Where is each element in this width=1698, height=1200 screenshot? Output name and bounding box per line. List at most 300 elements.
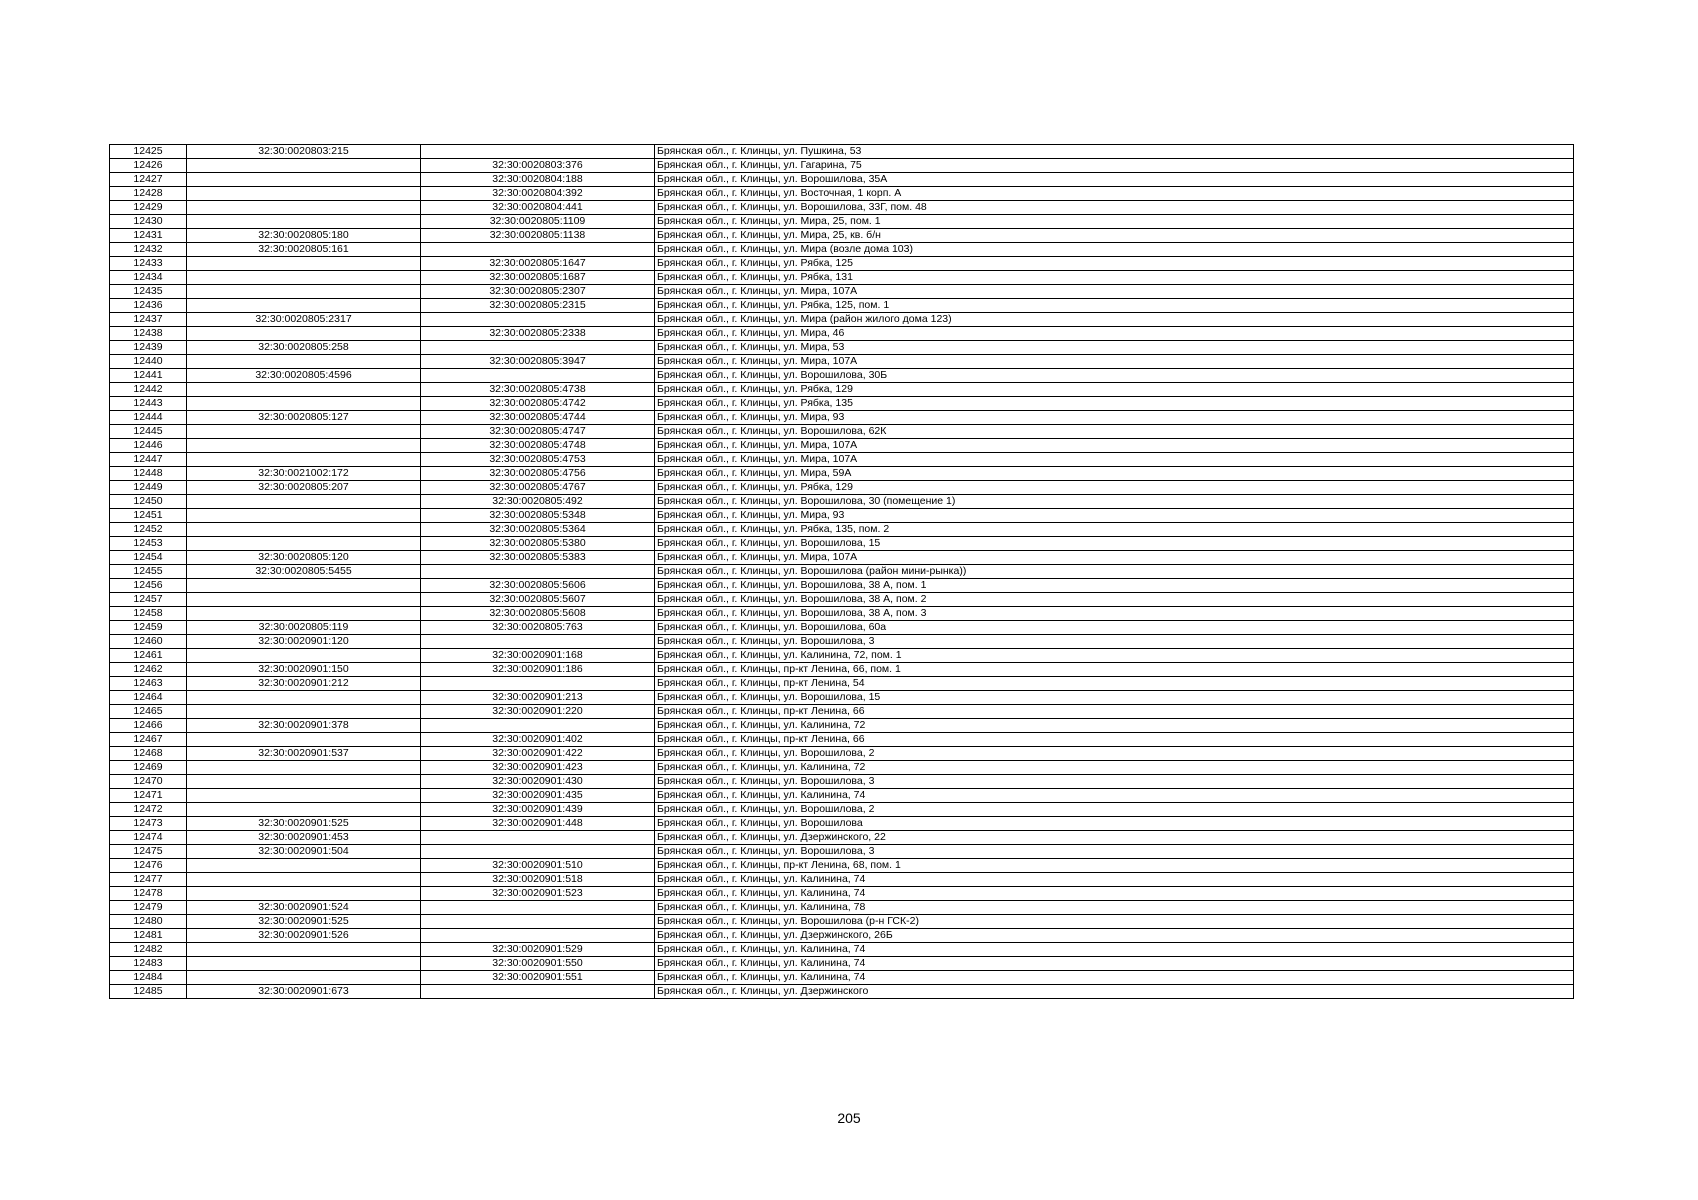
building-cadastral-number-cell — [421, 831, 655, 845]
table-row — [110, 803, 1574, 817]
row-number-cell: 12484 — [110, 971, 187, 985]
address-cell: Брянская обл., г. Клинцы, ул. Дзержинского — [655, 985, 1574, 999]
table-row — [110, 985, 1574, 999]
land-cadastral-number-cell — [187, 495, 421, 509]
building-cadastral-number-cell: 32:30:0020805:763 — [421, 621, 655, 635]
building-cadastral-number-cell — [421, 901, 655, 915]
row-number-cell: 12472 — [110, 803, 187, 817]
building-cadastral-number-cell: 32:30:0020805:5606 — [421, 579, 655, 593]
address-cell: Брянская обл., г. Клинцы, ул. Рябка, 135 — [655, 397, 1574, 411]
page-number: 205 — [837, 1110, 861, 1126]
table-row — [110, 145, 1574, 159]
table-row — [110, 817, 1574, 831]
land-cadastral-number-cell — [187, 775, 421, 789]
building-cadastral-number-cell: 32:30:0020804:392 — [421, 187, 655, 201]
row-number-cell: 12452 — [110, 523, 187, 537]
land-cadastral-number-cell — [187, 509, 421, 523]
row-number-cell: 12469 — [110, 761, 187, 775]
building-cadastral-number-cell: 32:30:0020901:448 — [421, 817, 655, 831]
building-cadastral-number-cell — [421, 985, 655, 999]
row-number-cell: 12435 — [110, 285, 187, 299]
table-row — [110, 243, 1574, 257]
row-number-cell: 12466 — [110, 719, 187, 733]
address-cell: Брянская обл., г. Клинцы, ул. Мира, 93 — [655, 411, 1574, 425]
land-cadastral-number-cell — [187, 803, 421, 817]
row-number-cell: 12447 — [110, 453, 187, 467]
address-cell: Брянская обл., г. Клинцы, ул. Ворошилова, 3 — [655, 775, 1574, 789]
row-number-cell: 12474 — [110, 831, 187, 845]
land-cadastral-number-cell — [187, 649, 421, 663]
row-number-cell: 12461 — [110, 649, 187, 663]
address-cell: Брянская обл., г. Клинцы, пр-кт Ленина, 54 — [655, 677, 1574, 691]
building-cadastral-number-cell: 32:30:0020805:4753 — [421, 453, 655, 467]
land-cadastral-number-cell: 32:30:0020805:2317 — [187, 313, 421, 327]
building-cadastral-number-cell: 32:30:0020901:430 — [421, 775, 655, 789]
table-row — [110, 369, 1574, 383]
row-number-cell: 12450 — [110, 495, 187, 509]
table-row — [110, 691, 1574, 705]
land-cadastral-number-cell — [187, 761, 421, 775]
row-number-cell: 12426 — [110, 159, 187, 173]
address-cell: Брянская обл., г. Клинцы, ул. Мира, 25, кв. б/н — [655, 229, 1574, 243]
table-row — [110, 271, 1574, 285]
address-cell: Брянская обл., г. Клинцы, ул. Ворошилова, 62К — [655, 425, 1574, 439]
row-number-cell: 12477 — [110, 873, 187, 887]
table-row — [110, 901, 1574, 915]
land-cadastral-number-cell — [187, 579, 421, 593]
building-cadastral-number-cell: 32:30:0020901:423 — [421, 761, 655, 775]
row-number-cell: 12465 — [110, 705, 187, 719]
row-number-cell: 12468 — [110, 747, 187, 761]
land-cadastral-number-cell: 32:30:0020901:120 — [187, 635, 421, 649]
building-cadastral-number-cell: 32:30:0020805:5607 — [421, 593, 655, 607]
row-number-cell: 12427 — [110, 173, 187, 187]
land-cadastral-number-cell: 32:30:0020803:215 — [187, 145, 421, 159]
address-cell: Брянская обл., г. Клинцы, ул. Калинина, 74 — [655, 887, 1574, 901]
row-number-cell: 12462 — [110, 663, 187, 677]
row-number-cell: 12449 — [110, 481, 187, 495]
building-cadastral-number-cell — [421, 929, 655, 943]
table-row — [110, 523, 1574, 537]
building-cadastral-number-cell: 32:30:0020805:5608 — [421, 607, 655, 621]
address-cell: Брянская обл., г. Клинцы, ул. Ворошилова — [655, 817, 1574, 831]
table-row — [110, 747, 1574, 761]
building-cadastral-number-cell: 32:30:0020901:551 — [421, 971, 655, 985]
row-number-cell: 12437 — [110, 313, 187, 327]
table-row — [110, 579, 1574, 593]
land-cadastral-number-cell — [187, 159, 421, 173]
building-cadastral-number-cell: 32:30:0020805:492 — [421, 495, 655, 509]
building-cadastral-number-cell: 32:30:0020805:5380 — [421, 537, 655, 551]
address-cell: Брянская обл., г. Клинцы, ул. Ворошилова, 30Б — [655, 369, 1574, 383]
land-cadastral-number-cell: 32:30:0020901:673 — [187, 985, 421, 999]
table-row — [110, 565, 1574, 579]
building-cadastral-number-cell: 32:30:0020805:1647 — [421, 257, 655, 271]
row-number-cell: 12425 — [110, 145, 187, 159]
table-row — [110, 453, 1574, 467]
address-cell: Брянская обл., г. Клинцы, ул. Ворошилова, 3 — [655, 845, 1574, 859]
address-cell: Брянская обл., г. Клинцы, ул. Ворошилова, 3 — [655, 635, 1574, 649]
address-cell: Брянская обл., г. Клинцы, ул. Ворошилова, 30 (помещение 1) — [655, 495, 1574, 509]
table-row — [110, 313, 1574, 327]
building-cadastral-number-cell — [421, 313, 655, 327]
table-row — [110, 887, 1574, 901]
row-number-cell: 12446 — [110, 439, 187, 453]
table-row — [110, 943, 1574, 957]
table-row — [110, 467, 1574, 481]
land-cadastral-number-cell — [187, 593, 421, 607]
building-cadastral-number-cell: 32:30:0020901:168 — [421, 649, 655, 663]
land-cadastral-number-cell: 32:30:0020805:4596 — [187, 369, 421, 383]
address-cell: Брянская обл., г. Клинцы, ул. Мира, 107А — [655, 453, 1574, 467]
address-cell: Брянская обл., г. Клинцы, пр-кт Ленина, 66 — [655, 733, 1574, 747]
building-cadastral-number-cell — [421, 677, 655, 691]
land-cadastral-number-cell — [187, 971, 421, 985]
row-number-cell: 12429 — [110, 201, 187, 215]
address-cell: Брянская обл., г. Клинцы, ул. Ворошилова, 33Г, пом. 48 — [655, 201, 1574, 215]
address-cell: Брянская обл., г. Клинцы, ул. Мира, 93 — [655, 509, 1574, 523]
address-cell: Брянская обл., г. Клинцы, ул. Ворошилова, 38 А, пом. 2 — [655, 593, 1574, 607]
row-number-cell: 12464 — [110, 691, 187, 705]
address-cell: Брянская обл., г. Клинцы, ул. Мира, 53 — [655, 341, 1574, 355]
address-cell: Брянская обл., г. Клинцы, ул. Калинина, 74 — [655, 957, 1574, 971]
land-cadastral-number-cell — [187, 397, 421, 411]
building-cadastral-number-cell — [421, 243, 655, 257]
table-row — [110, 215, 1574, 229]
land-cadastral-number-cell — [187, 523, 421, 537]
land-cadastral-number-cell: 32:30:0020901:378 — [187, 719, 421, 733]
table-row — [110, 327, 1574, 341]
land-cadastral-number-cell: 32:30:0020805:120 — [187, 551, 421, 565]
table-row — [110, 397, 1574, 411]
land-cadastral-number-cell — [187, 299, 421, 313]
address-cell: Брянская обл., г. Клинцы, ул. Калинина, 74 — [655, 943, 1574, 957]
land-cadastral-number-cell — [187, 957, 421, 971]
address-cell: Брянская обл., г. Клинцы, ул. Мира, 59А — [655, 467, 1574, 481]
row-number-cell: 12459 — [110, 621, 187, 635]
building-cadastral-number-cell: 32:30:0020901:439 — [421, 803, 655, 817]
address-cell: Брянская обл., г. Клинцы, ул. Калинина, 72 — [655, 761, 1574, 775]
table-row — [110, 425, 1574, 439]
land-cadastral-number-cell: 32:30:0020901:526 — [187, 929, 421, 943]
address-cell: Брянская обл., г. Клинцы, пр-кт Ленина, 68, пом. 1 — [655, 859, 1574, 873]
building-cadastral-number-cell: 32:30:0020901:220 — [421, 705, 655, 719]
address-cell: Брянская обл., г. Клинцы, ул. Рябка, 135, пом. 2 — [655, 523, 1574, 537]
land-cadastral-number-cell — [187, 887, 421, 901]
building-cadastral-number-cell: 32:30:0020805:5348 — [421, 509, 655, 523]
row-number-cell: 12436 — [110, 299, 187, 313]
table-row — [110, 537, 1574, 551]
row-number-cell: 12478 — [110, 887, 187, 901]
table-row — [110, 481, 1574, 495]
land-cadastral-number-cell — [187, 859, 421, 873]
row-number-cell: 12476 — [110, 859, 187, 873]
land-cadastral-number-cell — [187, 733, 421, 747]
table-row — [110, 635, 1574, 649]
building-cadastral-number-cell — [421, 145, 655, 159]
address-cell: Брянская обл., г. Клинцы, ул. Рябка, 129 — [655, 383, 1574, 397]
land-cadastral-number-cell — [187, 383, 421, 397]
building-cadastral-number-cell: 32:30:0020901:435 — [421, 789, 655, 803]
address-cell: Брянская обл., г. Клинцы, ул. Мира, 107А — [655, 285, 1574, 299]
table-row — [110, 383, 1574, 397]
address-cell: Брянская обл., г. Клинцы, ул. Мира, 107А — [655, 551, 1574, 565]
table-row — [110, 439, 1574, 453]
table-row — [110, 257, 1574, 271]
address-cell: Брянская обл., г. Клинцы, ул. Ворошилова (р-н ГСК-2) — [655, 915, 1574, 929]
row-number-cell: 12455 — [110, 565, 187, 579]
land-cadastral-number-cell — [187, 285, 421, 299]
row-number-cell: 12442 — [110, 383, 187, 397]
row-number-cell: 12440 — [110, 355, 187, 369]
land-cadastral-number-cell: 32:30:0020901:453 — [187, 831, 421, 845]
table-row — [110, 551, 1574, 565]
land-cadastral-number-cell: 32:30:0020901:525 — [187, 817, 421, 831]
address-cell: Брянская обл., г. Клинцы, ул. Ворошилова, 60а — [655, 621, 1574, 635]
row-number-cell: 12463 — [110, 677, 187, 691]
address-cell: Брянская обл., г. Клинцы, ул. Ворошилова, 38 А, пом. 3 — [655, 607, 1574, 621]
building-cadastral-number-cell: 32:30:0020901:186 — [421, 663, 655, 677]
row-number-cell: 12471 — [110, 789, 187, 803]
address-cell: Брянская обл., г. Клинцы, ул. Ворошилова, 2 — [655, 803, 1574, 817]
land-cadastral-number-cell — [187, 943, 421, 957]
table-row — [110, 509, 1574, 523]
land-cadastral-number-cell: 32:30:0020805:161 — [187, 243, 421, 257]
address-cell: Брянская обл., г. Клинцы, ул. Дзержинского, 26Б — [655, 929, 1574, 943]
table-row — [110, 649, 1574, 663]
table-row — [110, 159, 1574, 173]
address-cell: Брянская обл., г. Клинцы, ул. Рябка, 129 — [655, 481, 1574, 495]
building-cadastral-number-cell — [421, 369, 655, 383]
building-cadastral-number-cell: 32:30:0020805:1109 — [421, 215, 655, 229]
row-number-cell: 12483 — [110, 957, 187, 971]
row-number-cell: 12428 — [110, 187, 187, 201]
building-cadastral-number-cell: 32:30:0020804:441 — [421, 201, 655, 215]
building-cadastral-number-cell: 32:30:0020805:4756 — [421, 467, 655, 481]
building-cadastral-number-cell: 32:30:0020805:5383 — [421, 551, 655, 565]
row-number-cell: 12451 — [110, 509, 187, 523]
table-row — [110, 845, 1574, 859]
building-cadastral-number-cell: 32:30:0020805:4767 — [421, 481, 655, 495]
address-cell: Брянская обл., г. Клинцы, ул. Пушкина, 53 — [655, 145, 1574, 159]
address-cell: Брянская обл., г. Клинцы, ул. Мира (возле дома 103) — [655, 243, 1574, 257]
land-cadastral-number-cell: 32:30:0020805:258 — [187, 341, 421, 355]
address-cell: Брянская обл., г. Клинцы, ул. Мира, 46 — [655, 327, 1574, 341]
row-number-cell: 12485 — [110, 985, 187, 999]
table-row — [110, 859, 1574, 873]
building-cadastral-number-cell: 32:30:0020805:1138 — [421, 229, 655, 243]
building-cadastral-number-cell: 32:30:0020805:2338 — [421, 327, 655, 341]
land-cadastral-number-cell — [187, 355, 421, 369]
table-row — [110, 957, 1574, 971]
row-number-cell: 12482 — [110, 943, 187, 957]
registry-body — [110, 145, 1574, 999]
row-number-cell: 12467 — [110, 733, 187, 747]
address-cell: Брянская обл., г. Клинцы, ул. Рябка, 125 — [655, 257, 1574, 271]
building-cadastral-number-cell: 32:30:0020901:510 — [421, 859, 655, 873]
building-cadastral-number-cell — [421, 635, 655, 649]
land-cadastral-number-cell: 32:30:0020805:5455 — [187, 565, 421, 579]
table-row — [110, 621, 1574, 635]
address-cell: Брянская обл., г. Клинцы, ул. Рябка, 125, пом. 1 — [655, 299, 1574, 313]
row-number-cell: 12438 — [110, 327, 187, 341]
land-cadastral-number-cell: 32:30:0020901:212 — [187, 677, 421, 691]
address-cell: Брянская обл., г. Клинцы, пр-кт Ленина, 66, пом. 1 — [655, 663, 1574, 677]
building-cadastral-number-cell: 32:30:0020901:529 — [421, 943, 655, 957]
land-cadastral-number-cell: 32:30:0020901:537 — [187, 747, 421, 761]
registry-table — [109, 144, 1574, 999]
building-cadastral-number-cell: 32:30:0020804:188 — [421, 173, 655, 187]
building-cadastral-number-cell: 32:30:0020805:4747 — [421, 425, 655, 439]
land-cadastral-number-cell: 32:30:0020805:119 — [187, 621, 421, 635]
address-cell: Брянская обл., г. Клинцы, ул. Мира, 107А — [655, 355, 1574, 369]
land-cadastral-number-cell: 32:30:0020805:127 — [187, 411, 421, 425]
building-cadastral-number-cell: 32:30:0020805:5364 — [421, 523, 655, 537]
row-number-cell: 12448 — [110, 467, 187, 481]
address-cell: Брянская обл., г. Клинцы, ул. Калинина, 74 — [655, 873, 1574, 887]
land-cadastral-number-cell — [187, 705, 421, 719]
table-row — [110, 173, 1574, 187]
table-row — [110, 201, 1574, 215]
building-cadastral-number-cell — [421, 341, 655, 355]
row-number-cell: 12432 — [110, 243, 187, 257]
land-cadastral-number-cell: 32:30:0020901:525 — [187, 915, 421, 929]
land-cadastral-number-cell — [187, 537, 421, 551]
address-cell: Брянская обл., г. Клинцы, ул. Ворошилова, 2 — [655, 747, 1574, 761]
address-cell: Брянская обл., г. Клинцы, ул. Ворошилова, 35А — [655, 173, 1574, 187]
table-row — [110, 831, 1574, 845]
row-number-cell: 12454 — [110, 551, 187, 565]
land-cadastral-number-cell: 32:30:0020901:504 — [187, 845, 421, 859]
land-cadastral-number-cell — [187, 425, 421, 439]
table-row — [110, 677, 1574, 691]
land-cadastral-number-cell — [187, 201, 421, 215]
building-cadastral-number-cell — [421, 719, 655, 733]
land-cadastral-number-cell: 32:30:0020805:207 — [187, 481, 421, 495]
table-row — [110, 929, 1574, 943]
land-cadastral-number-cell: 32:30:0020901:524 — [187, 901, 421, 915]
row-number-cell: 12473 — [110, 817, 187, 831]
building-cadastral-number-cell: 32:30:0020901:402 — [421, 733, 655, 747]
address-cell: Брянская обл., г. Клинцы, ул. Восточная, 1 корп. А — [655, 187, 1574, 201]
address-cell: Брянская обл., г. Клинцы, ул. Гагарина, 75 — [655, 159, 1574, 173]
row-number-cell: 12475 — [110, 845, 187, 859]
building-cadastral-number-cell: 32:30:0020805:4738 — [421, 383, 655, 397]
table-row — [110, 495, 1574, 509]
building-cadastral-number-cell: 32:30:0020901:518 — [421, 873, 655, 887]
table-row — [110, 355, 1574, 369]
address-cell: Брянская обл., г. Клинцы, ул. Калинина, 72 — [655, 719, 1574, 733]
row-number-cell: 12457 — [110, 593, 187, 607]
building-cadastral-number-cell: 32:30:0020805:2307 — [421, 285, 655, 299]
row-number-cell: 12453 — [110, 537, 187, 551]
building-cadastral-number-cell: 32:30:0020805:1687 — [421, 271, 655, 285]
address-cell: Брянская обл., г. Клинцы, ул. Мира (район жилого дома 123) — [655, 313, 1574, 327]
building-cadastral-number-cell — [421, 915, 655, 929]
land-cadastral-number-cell — [187, 453, 421, 467]
table-row — [110, 411, 1574, 425]
building-cadastral-number-cell: 32:30:0020805:3947 — [421, 355, 655, 369]
row-number-cell: 12445 — [110, 425, 187, 439]
table-row — [110, 789, 1574, 803]
land-cadastral-number-cell — [187, 173, 421, 187]
table-row — [110, 593, 1574, 607]
row-number-cell: 12433 — [110, 257, 187, 271]
building-cadastral-number-cell: 32:30:0020901:550 — [421, 957, 655, 971]
land-cadastral-number-cell: 32:30:0020805:180 — [187, 229, 421, 243]
address-cell: Брянская обл., г. Клинцы, ул. Мира, 25, пом. 1 — [655, 215, 1574, 229]
land-cadastral-number-cell — [187, 327, 421, 341]
table-row — [110, 285, 1574, 299]
table-row — [110, 187, 1574, 201]
table-row — [110, 705, 1574, 719]
land-cadastral-number-cell — [187, 789, 421, 803]
building-cadastral-number-cell: 32:30:0020901:523 — [421, 887, 655, 901]
land-cadastral-number-cell — [187, 439, 421, 453]
land-cadastral-number-cell — [187, 215, 421, 229]
table-row — [110, 229, 1574, 243]
row-number-cell: 12456 — [110, 579, 187, 593]
building-cadastral-number-cell: 32:30:0020805:4748 — [421, 439, 655, 453]
table-row — [110, 299, 1574, 313]
row-number-cell: 12470 — [110, 775, 187, 789]
address-cell: Брянская обл., г. Клинцы, ул. Мира, 107А — [655, 439, 1574, 453]
address-cell: Брянская обл., г. Клинцы, ул. Рябка, 131 — [655, 271, 1574, 285]
row-number-cell: 12441 — [110, 369, 187, 383]
table-row — [110, 915, 1574, 929]
building-cadastral-number-cell: 32:30:0020805:2315 — [421, 299, 655, 313]
address-cell: Брянская обл., г. Клинцы, ул. Ворошилова, 38 А, пом. 1 — [655, 579, 1574, 593]
table-row — [110, 873, 1574, 887]
land-cadastral-number-cell — [187, 257, 421, 271]
address-cell: Брянская обл., г. Клинцы, пр-кт Ленина, 66 — [655, 705, 1574, 719]
row-number-cell: 12481 — [110, 929, 187, 943]
table-row — [110, 607, 1574, 621]
address-cell: Брянская обл., г. Клинцы, ул. Калинина, 74 — [655, 789, 1574, 803]
building-cadastral-number-cell: 32:30:0020901:213 — [421, 691, 655, 705]
address-cell: Брянская обл., г. Клинцы, ул. Ворошилова, 15 — [655, 537, 1574, 551]
land-cadastral-number-cell — [187, 271, 421, 285]
row-number-cell: 12439 — [110, 341, 187, 355]
building-cadastral-number-cell: 32:30:0020805:4742 — [421, 397, 655, 411]
address-cell: Брянская обл., г. Клинцы, ул. Дзержинского, 22 — [655, 831, 1574, 845]
row-number-cell: 12479 — [110, 901, 187, 915]
row-number-cell: 12460 — [110, 635, 187, 649]
table-row — [110, 775, 1574, 789]
row-number-cell: 12458 — [110, 607, 187, 621]
building-cadastral-number-cell — [421, 845, 655, 859]
address-cell: Брянская обл., г. Клинцы, ул. Калинина, 72, пом. 1 — [655, 649, 1574, 663]
table-row — [110, 663, 1574, 677]
building-cadastral-number-cell: 32:30:0020803:376 — [421, 159, 655, 173]
address-cell: Брянская обл., г. Клинцы, ул. Калинина, 78 — [655, 901, 1574, 915]
land-cadastral-number-cell — [187, 691, 421, 705]
land-cadastral-number-cell — [187, 187, 421, 201]
table-row — [110, 733, 1574, 747]
building-cadastral-number-cell: 32:30:0020805:4744 — [421, 411, 655, 425]
table-row — [110, 761, 1574, 775]
building-cadastral-number-cell — [421, 565, 655, 579]
table-row — [110, 719, 1574, 733]
address-cell: Брянская обл., г. Клинцы, ул. Ворошилова (район мини-рынка)) — [655, 565, 1574, 579]
land-cadastral-number-cell — [187, 873, 421, 887]
land-cadastral-number-cell — [187, 607, 421, 621]
land-cadastral-number-cell: 32:30:0021002:172 — [187, 467, 421, 481]
row-number-cell: 12430 — [110, 215, 187, 229]
row-number-cell: 12444 — [110, 411, 187, 425]
table-row — [110, 971, 1574, 985]
address-cell: Брянская обл., г. Клинцы, ул. Калинина, 74 — [655, 971, 1574, 985]
